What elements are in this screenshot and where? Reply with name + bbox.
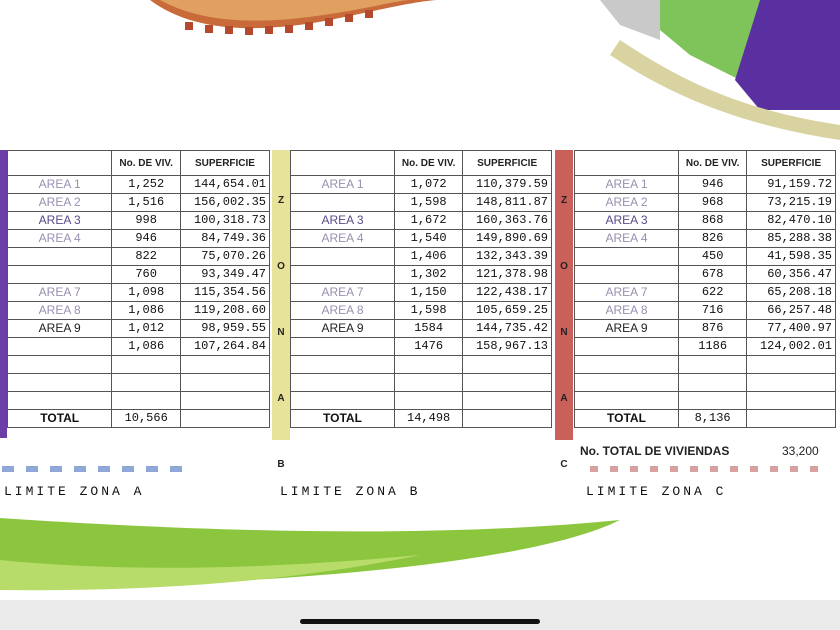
table-row	[291, 212, 552, 230]
table-row	[8, 230, 270, 248]
area-label: AREA 4	[575, 230, 679, 248]
viv-count: 876	[678, 320, 746, 338]
strip-letter: Z	[277, 195, 285, 206]
superficie: 98,959.55	[180, 320, 269, 338]
table-row	[575, 230, 836, 248]
area-label: AREA 8	[8, 302, 112, 320]
superficie: 110,379.59	[463, 176, 552, 194]
total-label: TOTAL	[8, 410, 112, 428]
table-row	[575, 320, 836, 338]
strip-letter: C	[560, 459, 568, 470]
zone-a-table	[7, 150, 270, 428]
limit-zone-a: LIMITE ZONA A	[4, 484, 145, 499]
table-row	[8, 212, 270, 230]
table-row	[291, 320, 552, 338]
empty-row	[575, 374, 836, 392]
area-label: AREA 2	[8, 194, 112, 212]
total-label: TOTAL	[575, 410, 679, 428]
superficie: 124,002.01	[747, 338, 836, 356]
superficie: 41,598.35	[747, 248, 836, 266]
viv-count: 1186	[678, 338, 746, 356]
decorative-green-wave	[0, 510, 840, 600]
strip-letter: O	[277, 261, 285, 272]
empty-row	[8, 392, 270, 410]
table-row	[575, 302, 836, 320]
zone-b-strip	[272, 150, 290, 470]
area-label: AREA 3	[291, 212, 395, 230]
table-row	[291, 302, 552, 320]
area-label: AREA 4	[291, 230, 395, 248]
table-row	[8, 320, 270, 338]
viv-count: 622	[678, 284, 746, 302]
table-row	[8, 194, 270, 212]
table-row	[575, 284, 836, 302]
superficie: 77,400.97	[747, 320, 836, 338]
total-viviendas-label: No. TOTAL DE VIVIENDAS	[580, 444, 730, 458]
viv-count: 1,086	[112, 338, 181, 356]
superficie: 160,363.76	[463, 212, 552, 230]
area-label	[8, 248, 112, 266]
table-row	[8, 176, 270, 194]
total-viviendas-value: 33,200	[782, 444, 819, 458]
zone-c-header-viv: No. DE VIV.	[678, 151, 746, 176]
table-row	[291, 230, 552, 248]
viv-count: 450	[678, 248, 746, 266]
superficie: 84,749.36	[180, 230, 269, 248]
viv-count: 946	[678, 176, 746, 194]
zone-c-boundary-dashes	[588, 466, 838, 472]
area-label: AREA 8	[291, 302, 395, 320]
empty-row	[575, 356, 836, 374]
area-label: AREA 4	[8, 230, 112, 248]
superficie: 105,659.25	[463, 302, 552, 320]
table-row	[575, 212, 836, 230]
total-label: TOTAL	[291, 410, 395, 428]
viv-count: 822	[112, 248, 181, 266]
viv-count: 1,540	[394, 230, 462, 248]
viv-count: 946	[112, 230, 181, 248]
area-label: AREA 9	[575, 320, 679, 338]
strip-letter: O	[560, 261, 568, 272]
viv-count: 1,098	[112, 284, 181, 302]
area-label: AREA 1	[8, 176, 112, 194]
superficie: 73,215.19	[747, 194, 836, 212]
superficie: 93,349.47	[180, 266, 269, 284]
home-indicator[interactable]	[300, 619, 540, 624]
table-row	[8, 266, 270, 284]
viv-count: 868	[678, 212, 746, 230]
zone-b-header-viv: No. DE VIV.	[394, 151, 462, 176]
zone-c-table	[574, 150, 836, 428]
area-label	[291, 248, 395, 266]
area-label: AREA 7	[8, 284, 112, 302]
table-row	[291, 266, 552, 284]
zone-a-header-sup: SUPERFICIE	[180, 151, 269, 176]
strip-letter: N	[560, 327, 568, 338]
zone-b-table	[290, 150, 552, 428]
superficie: 158,967.13	[463, 338, 552, 356]
superficie: 121,378.98	[463, 266, 552, 284]
viv-count: 1,150	[394, 284, 462, 302]
area-label: AREA 3	[575, 212, 679, 230]
superficie: 66,257.48	[747, 302, 836, 320]
area-label: AREA 7	[575, 284, 679, 302]
zone-a-header-area	[8, 151, 112, 176]
superficie: 148,811.87	[463, 194, 552, 212]
viv-count: 1,072	[394, 176, 462, 194]
empty-row	[291, 374, 552, 392]
area-label: AREA 9	[291, 320, 395, 338]
table-row	[291, 176, 552, 194]
area-label: AREA 7	[291, 284, 395, 302]
viv-count: 826	[678, 230, 746, 248]
strip-letter: Z	[560, 195, 568, 206]
total-value: 10,566	[112, 410, 181, 428]
strip-letter: N	[277, 327, 285, 338]
total-row	[575, 410, 836, 428]
area-label: AREA 3	[8, 212, 112, 230]
viv-count: 1,012	[112, 320, 181, 338]
viv-count: 1,302	[394, 266, 462, 284]
table-row	[575, 248, 836, 266]
strip-letter: A	[277, 393, 285, 404]
area-label: AREA 1	[291, 176, 395, 194]
area-label	[8, 338, 112, 356]
superficie: 144,735.42	[463, 320, 552, 338]
total-row	[291, 410, 552, 428]
area-label: AREA 1	[575, 176, 679, 194]
viv-count: 716	[678, 302, 746, 320]
table-row	[8, 338, 270, 356]
table-row	[575, 338, 836, 356]
zone-b-header-sup: SUPERFICIE	[463, 151, 552, 176]
total-value: 8,136	[678, 410, 746, 428]
table-row	[8, 284, 270, 302]
superficie: 60,356.47	[747, 266, 836, 284]
limit-zone-b: LIMITE ZONA B	[280, 484, 421, 499]
table-row	[8, 302, 270, 320]
device-bottom-bar	[0, 600, 840, 630]
zone-c-strip	[555, 150, 573, 470]
viv-count: 1,516	[112, 194, 181, 212]
superficie: 119,208.60	[180, 302, 269, 320]
viv-count: 760	[112, 266, 181, 284]
zone-c-header-sup: SUPERFICIE	[747, 151, 836, 176]
superficie: 107,264.84	[180, 338, 269, 356]
area-label	[291, 266, 395, 284]
superficie: 156,002.35	[180, 194, 269, 212]
zone-b-header-area	[291, 151, 395, 176]
zone-c-header-area	[575, 151, 679, 176]
empty-row	[291, 392, 552, 410]
viv-count: 1,672	[394, 212, 462, 230]
superficie: 122,438.17	[463, 284, 552, 302]
viv-count: 1,598	[394, 194, 462, 212]
table-row	[291, 338, 552, 356]
superficie: 100,318.73	[180, 212, 269, 230]
empty-row	[8, 374, 270, 392]
superficie: 149,890.69	[463, 230, 552, 248]
zone-a-boundary-dashes	[0, 466, 190, 472]
total-row	[8, 410, 270, 428]
site-map-fragment	[0, 0, 840, 140]
table-row	[575, 176, 836, 194]
superficie: 65,208.18	[747, 284, 836, 302]
zone-c-rows	[575, 176, 836, 428]
viv-count: 1,252	[112, 176, 181, 194]
viv-count: 1,086	[112, 302, 181, 320]
empty-row	[575, 392, 836, 410]
empty-row	[8, 356, 270, 374]
table-row	[291, 194, 552, 212]
table-row	[575, 194, 836, 212]
zone-a-header-viv: No. DE VIV.	[112, 151, 181, 176]
table-row	[8, 248, 270, 266]
area-label	[291, 338, 395, 356]
area-label	[8, 266, 112, 284]
superficie: 132,343.39	[463, 248, 552, 266]
limit-zone-c: LIMITE ZONA C	[586, 484, 727, 499]
empty-row	[291, 356, 552, 374]
viv-count: 968	[678, 194, 746, 212]
area-label	[575, 266, 679, 284]
table-row	[291, 248, 552, 266]
area-label: AREA 2	[575, 194, 679, 212]
viv-count: 678	[678, 266, 746, 284]
area-label: AREA 9	[8, 320, 112, 338]
superficie: 82,470.10	[747, 212, 836, 230]
area-label: AREA 8	[575, 302, 679, 320]
table-row	[575, 266, 836, 284]
area-label	[575, 248, 679, 266]
table-row	[291, 284, 552, 302]
viv-count: 998	[112, 212, 181, 230]
area-label	[575, 338, 679, 356]
zone-b-rows	[291, 176, 552, 428]
viv-count: 1584	[394, 320, 462, 338]
superficie: 144,654.01	[180, 176, 269, 194]
viv-count: 1,406	[394, 248, 462, 266]
total-value: 14,498	[394, 410, 462, 428]
superficie: 85,288.38	[747, 230, 836, 248]
superficie: 115,354.56	[180, 284, 269, 302]
viv-count: 1,598	[394, 302, 462, 320]
zone-a-rows	[8, 176, 270, 428]
strip-letter: B	[277, 459, 285, 470]
viv-count: 1476	[394, 338, 462, 356]
superficie: 75,070.26	[180, 248, 269, 266]
superficie: 91,159.72	[747, 176, 836, 194]
strip-letter: A	[560, 393, 568, 404]
area-label	[291, 194, 395, 212]
